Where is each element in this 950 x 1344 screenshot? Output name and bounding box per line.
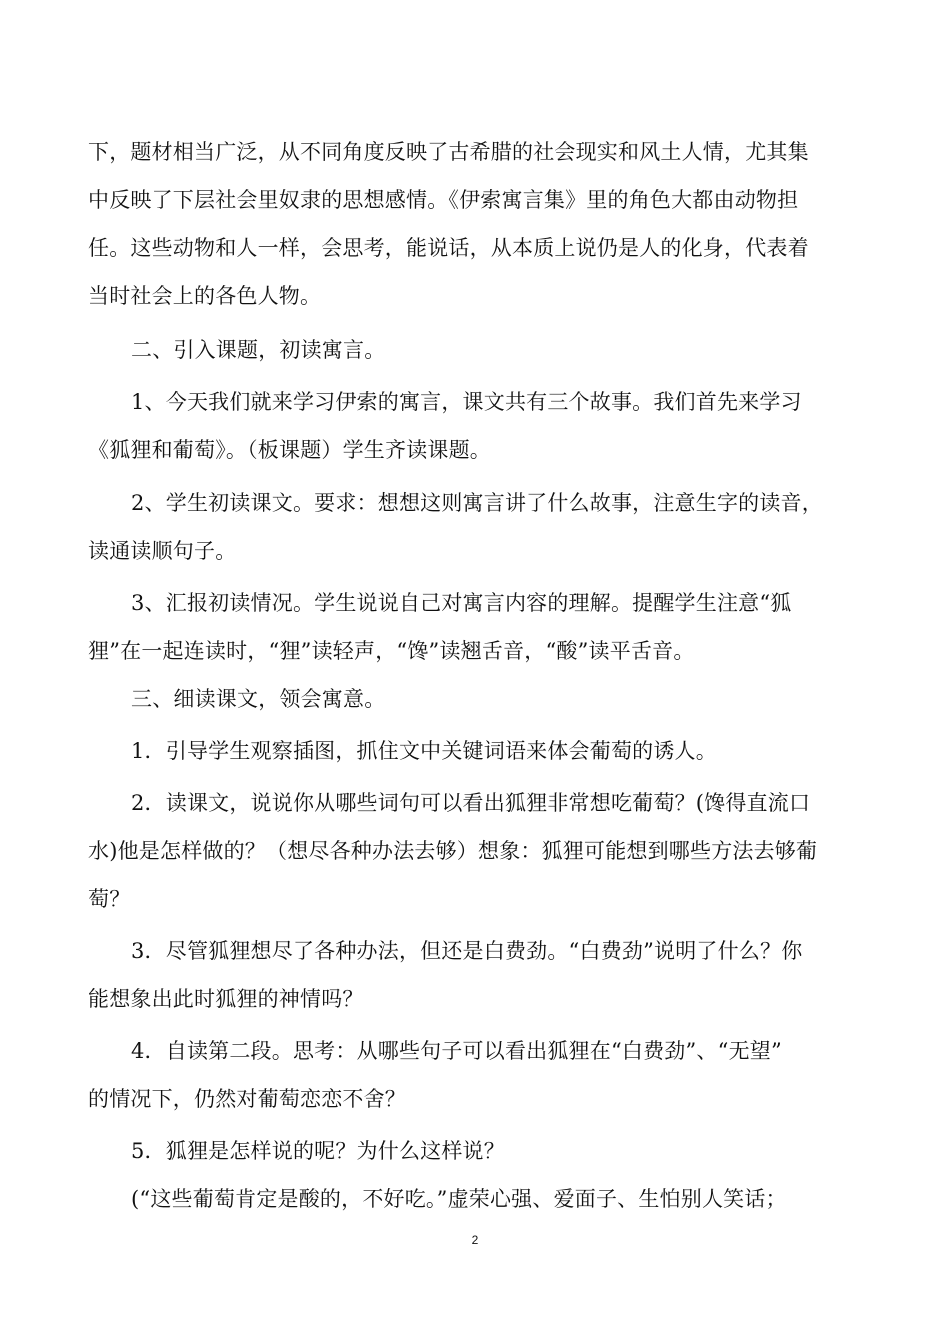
section-heading: 三、细读课文，领会寓意。 bbox=[131, 687, 386, 711]
paragraph-line: 2．读课文，说说你从哪些词句可以看出狐狸非常想吃葡萄？(馋得直流口 bbox=[131, 791, 811, 815]
paragraph-line: 下，题材相当广泛，从不同角度反映了古希腊的社会现实和风土人情，尤其集 bbox=[88, 140, 809, 164]
paragraph-line: 狸”在一起连读时，“狸”读轻声，“馋”读翘舌音，“酸”读平舌音。 bbox=[88, 639, 695, 663]
paragraph-line: 1．引导学生观察插图，抓住文中关键词语来体会葡萄的诱人。 bbox=[131, 739, 717, 763]
paragraph-line: 当时社会上的各色人物。 bbox=[88, 284, 322, 308]
paragraph-line: 《狐狸和葡萄》。（板课题）学生齐读课题。 bbox=[88, 438, 491, 462]
paragraph-line: 能想象出此时狐狸的神情吗？ bbox=[88, 987, 364, 1011]
paragraph-line: 任。这些动物和人一样，会思考，能说话，从本质上说仍是人的化身，代表着 bbox=[88, 236, 809, 260]
paragraph-line: 4．自读第二段。思考：从哪些句子可以看出狐狸在“白费劲”、“无望” bbox=[131, 1039, 782, 1063]
paragraph-line: 3、汇报初读情况。学生说说自己对寓言内容的理解。提醒学生注意“狐 bbox=[131, 591, 792, 615]
paragraph-line: 3．尽管狐狸想尽了各种办法，但还是白费劲。“白费劲”说明了什么？你 bbox=[131, 939, 803, 963]
page-number: 2 bbox=[471, 1233, 479, 1247]
paragraph-line: 1、今天我们就来学习伊索的寓言，课文共有三个故事。我们首先来学习 bbox=[131, 390, 802, 414]
paragraph-line: 中反映了下层社会里奴隶的思想感情。《伊索寓言集》里的角色大都由动物担 bbox=[88, 188, 799, 212]
paragraph-line: (“这些葡萄肯定是酸的，不好吃。”虚荣心强、爱面子、生怕别人笑话； bbox=[131, 1187, 787, 1211]
paragraph-line: 5．狐狸是怎样说的呢？为什么这样说？ bbox=[131, 1139, 505, 1163]
paragraph-line: 读通读顺句子。 bbox=[88, 539, 237, 563]
paragraph-line: 2、学生初读课文。要求：想想这则寓言讲了什么故事，注意生字的读音， bbox=[131, 491, 823, 515]
paragraph-line: 萄？ bbox=[88, 887, 131, 911]
section-heading: 二、引入课题，初读寓言。 bbox=[131, 338, 386, 362]
paragraph-line: 水)他是怎样做的？（想尽各种办法去够）想象：狐狸可能想到哪些方法去够葡 bbox=[88, 839, 818, 863]
paragraph-line: 的情况下，仍然对葡萄恋恋不舍？ bbox=[88, 1087, 406, 1111]
